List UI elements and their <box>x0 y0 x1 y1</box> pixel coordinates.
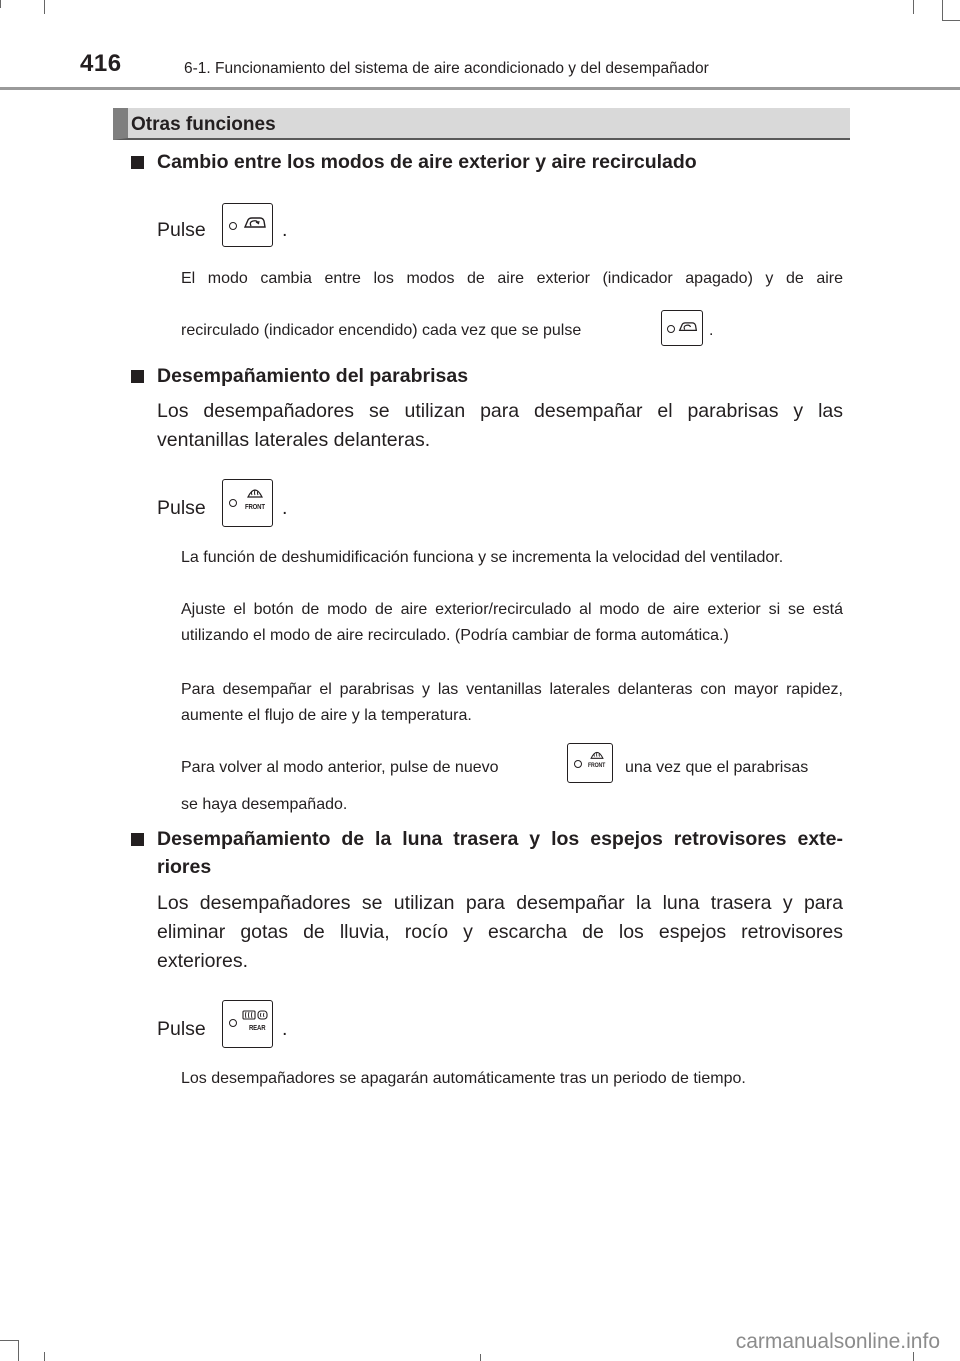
front-defogger-button[interactable] <box>222 479 273 527</box>
indicator-icon <box>667 325 675 333</box>
windshield-note-3: Para desempañar el parabrisas y las ventanillas laterales delanteras con mayor rapidez, aumente el flujo de aire y la temperatura. <box>181 681 843 724</box>
windshield-note-2: Ajuste el botón de modo de aire exterior/recirculado al modo de aire exterior si se está utilizando el modo de aire recirculado. (Podría cambiar de forma automática.) <box>181 601 843 644</box>
crop-mark <box>942 20 960 21</box>
recirculation-icon <box>243 215 267 231</box>
press-label: Pulse <box>157 1018 206 1040</box>
heading-rear-line-1: Desempañamiento de la luna trasera y los espejos retrovisores exte- <box>157 828 843 850</box>
crop-mark <box>480 1354 481 1361</box>
heading-recirc: Cambio entre los modos de aire exterior y aire recirculado <box>157 151 697 173</box>
press-label: Pulse <box>157 497 206 519</box>
indicator-icon <box>229 1019 237 1027</box>
front-defogger-button-inline[interactable] <box>567 743 613 783</box>
crop-mark <box>913 0 914 14</box>
recirc-note-end: . <box>709 322 714 339</box>
front-label: FRONT <box>245 502 265 511</box>
windshield-note-4b: una vez que el parabrisas <box>625 759 809 776</box>
windshield-body: Los desempañadores se utilizan para desempañar el parabrisas y las ventanillas laterales delanteras. <box>157 400 843 451</box>
crop-mark <box>942 0 943 20</box>
press-end: . <box>282 1018 288 1040</box>
recirc-note-2: recirculado (indicador encendido) cada vez que se pulse <box>181 322 582 339</box>
rear-body: Los desempañadores se utilizan para desempañar la luna trasera y para eliminar gotas de lluvia, rocío y escarcha de los espejos retrovisores exteriores. <box>157 892 843 972</box>
mirror-defog-icon <box>257 1010 268 1020</box>
press-label: Pulse <box>157 219 206 241</box>
crop-mark <box>18 1340 19 1361</box>
heading-rear-line-2: riores <box>157 856 212 878</box>
press-end: . <box>282 219 288 241</box>
header-divider <box>0 87 960 90</box>
crop-mark <box>44 0 45 14</box>
bullet-square <box>131 833 144 846</box>
recirc-button-inline[interactable] <box>661 310 703 346</box>
heading-windshield: Desempañamiento del parabrisas <box>157 365 469 387</box>
windshield-defog-icon <box>590 749 604 760</box>
indicator-icon <box>574 760 582 768</box>
crop-mark <box>0 0 1 8</box>
indicator-icon <box>229 499 237 507</box>
chapter-title: 6-1. Funcionamiento del sistema de aire acondicionado y del desempañador <box>184 60 709 77</box>
windshield-defog-icon <box>247 486 263 499</box>
rear-window-defog-icon <box>242 1010 256 1020</box>
windshield-note-4a: Para volver al modo anterior, pulse de nuevo <box>181 759 499 776</box>
recirculation-icon <box>678 320 698 334</box>
rear-defogger-button[interactable] <box>222 1000 273 1048</box>
watermark: carmanualsonline.info <box>735 1330 940 1353</box>
press-end: . <box>282 497 288 519</box>
windshield-note-1: La función de deshumidificación funciona y se incrementa la velocidad del ventilador. <box>181 549 784 566</box>
bullet-square <box>131 370 144 383</box>
page-number: 416 <box>80 50 122 77</box>
section-title: Otras funciones <box>131 114 276 135</box>
front-label: FRONT <box>588 762 606 769</box>
crop-mark <box>0 1340 18 1341</box>
recirc-button[interactable] <box>222 203 273 247</box>
windshield-note-4c: se haya desempañado. <box>181 796 348 813</box>
recirc-note-1: El modo cambia entre los modos de aire exterior (indicador apagado) y de aire <box>181 270 843 287</box>
rear-note-1: Los desempañadores se apagarán automáticamente tras un periodo de tiempo. <box>181 1070 746 1087</box>
crop-mark <box>44 1352 45 1361</box>
rear-label: REAR <box>249 1023 266 1032</box>
bullet-square <box>131 156 144 169</box>
indicator-icon <box>229 222 237 230</box>
